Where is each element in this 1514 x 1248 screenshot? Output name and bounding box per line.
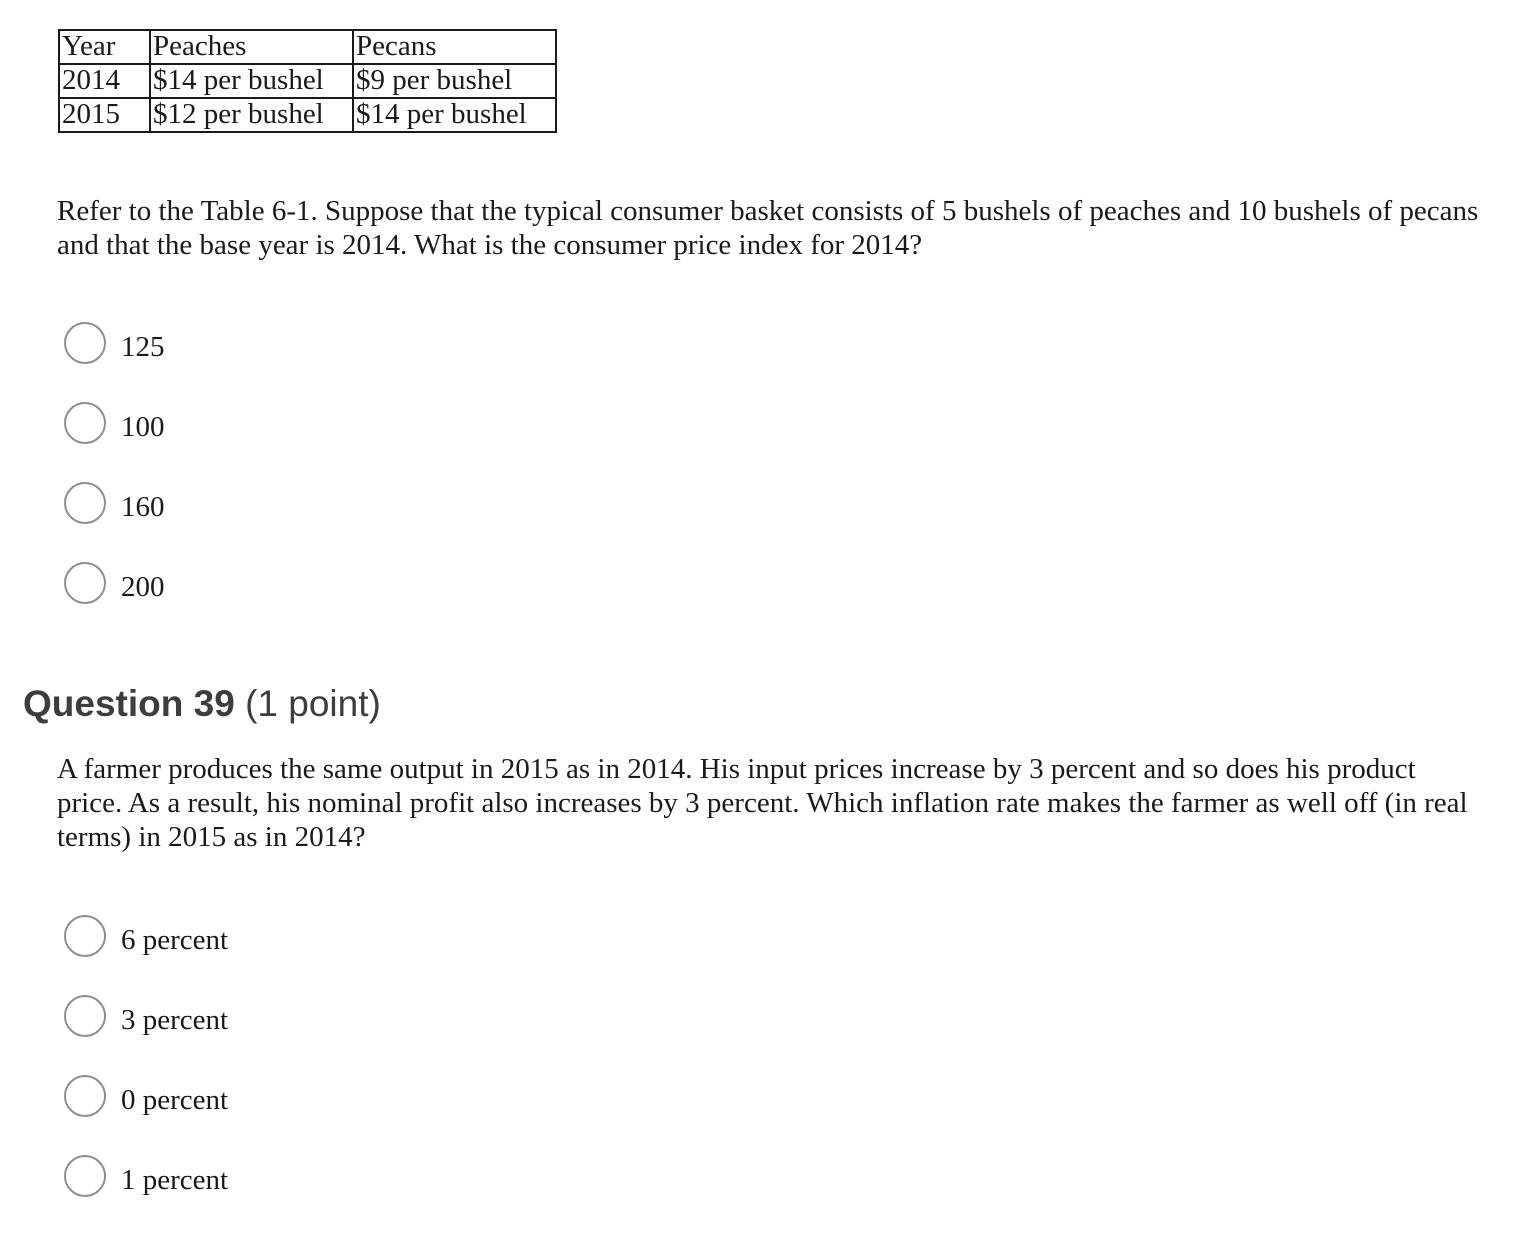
radio-button[interactable] — [64, 402, 106, 444]
question-39-options — [64, 912, 228, 1232]
answer-option-label[interactable]: 3 percent — [121, 1004, 229, 1036]
table-row — [59, 98, 556, 132]
question-number: Question 39 — [23, 683, 235, 724]
answer-option-label[interactable]: 1 percent — [121, 1164, 229, 1196]
table-header-pecans: Pecans — [353, 30, 556, 64]
table-cell-year: 2014 — [59, 64, 150, 98]
answer-option[interactable] — [64, 399, 165, 446]
question-39-heading — [23, 682, 381, 726]
table-cell-pecans: $9 per bushel — [353, 64, 556, 98]
answer-option[interactable] — [64, 479, 165, 526]
table-cell-year: 2015 — [59, 98, 150, 132]
radio-button[interactable] — [64, 322, 106, 364]
table-cell-pecans: $14 per bushel — [353, 98, 556, 132]
question-38-options — [64, 319, 165, 639]
table-cell-peaches: $14 per bushel — [150, 64, 353, 98]
answer-option[interactable] — [64, 1072, 228, 1119]
answer-option-label[interactable]: 160 — [121, 491, 165, 523]
table-row — [59, 64, 556, 98]
answer-option[interactable] — [64, 559, 165, 606]
radio-button[interactable] — [64, 915, 106, 957]
radio-button[interactable] — [64, 1075, 106, 1117]
table-header-row — [59, 30, 556, 64]
question-39-text: A farmer produces the same output in 2015 as in 2014. His input prices increase by 3 percent and so does his product price. As a result, his nominal profit also increases by 3 percent. Which inflation rate makes the farmer as well off (in real terms) in 2015 as in 2014? — [57, 753, 1468, 853]
answer-option-label[interactable]: 0 percent — [121, 1084, 229, 1116]
answer-option-label[interactable]: 100 — [121, 411, 165, 443]
radio-button[interactable] — [64, 562, 106, 604]
question-points: (1 point) — [245, 683, 381, 724]
table-header-peaches: Peaches — [150, 30, 353, 64]
answer-option[interactable] — [64, 1152, 228, 1199]
answer-option[interactable] — [64, 319, 165, 366]
answer-option[interactable] — [64, 992, 228, 1039]
question-38-text: Refer to the Table 6-1. Suppose that the typical consumer basket consists of 5 bushels of peaches and 10 bushels of pecans and that the base year is 2014. What is the consumer price index for 2014? — [57, 195, 1479, 261]
price-table — [58, 29, 557, 133]
table-cell-peaches: $12 per bushel — [150, 98, 353, 132]
radio-button[interactable] — [64, 482, 106, 524]
answer-option[interactable] — [64, 912, 228, 959]
answer-option-label[interactable]: 200 — [121, 571, 165, 603]
radio-button[interactable] — [64, 1155, 106, 1197]
radio-button[interactable] — [64, 995, 106, 1037]
table-header-year: Year — [59, 30, 150, 64]
answer-option-label[interactable]: 125 — [121, 331, 165, 363]
answer-option-label[interactable]: 6 percent — [121, 924, 229, 956]
